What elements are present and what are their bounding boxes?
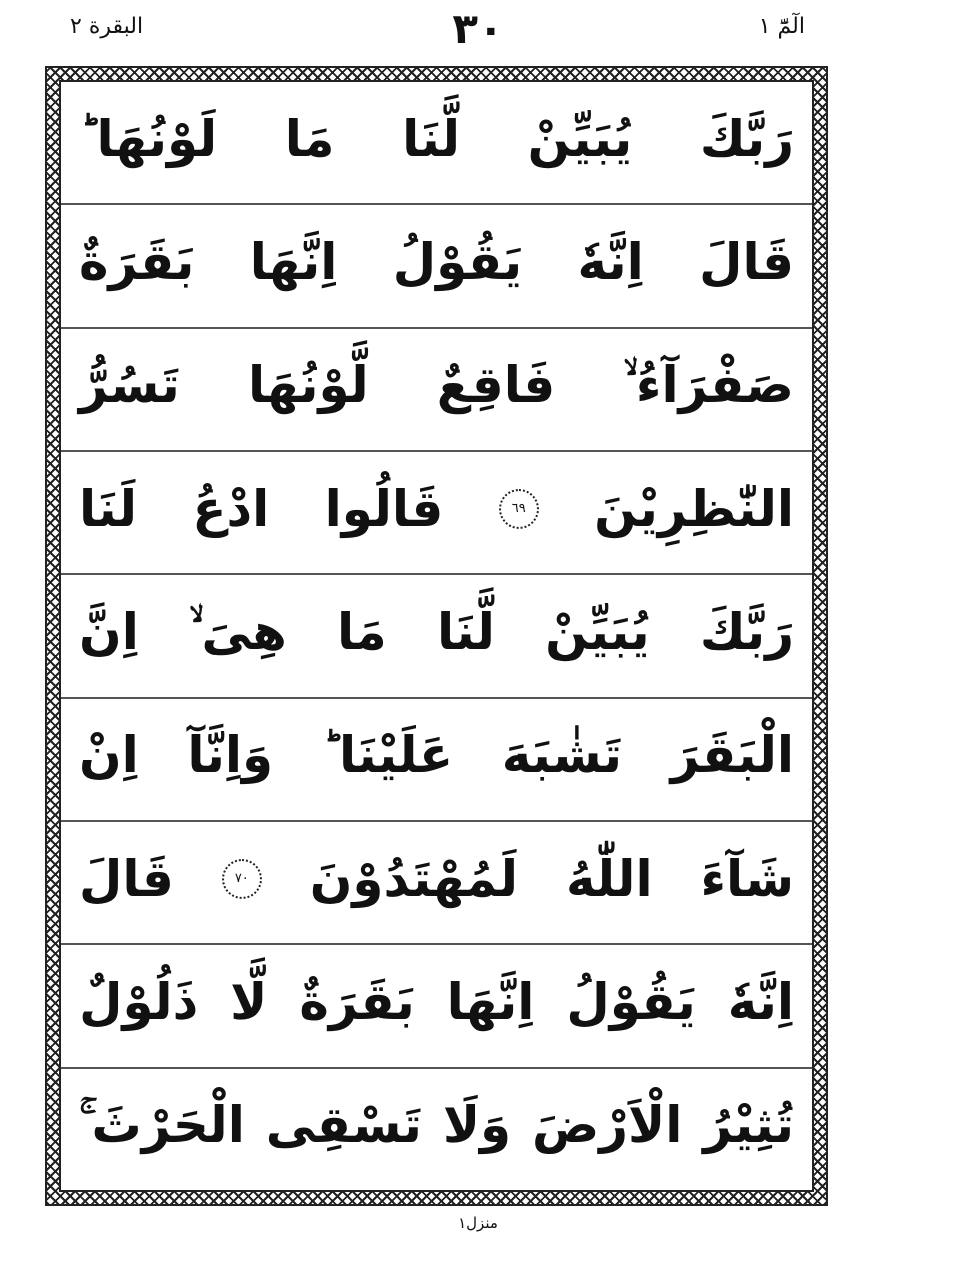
word: شَآءَ [700, 849, 794, 908]
text-line-2 [61, 205, 812, 328]
text-panel [59, 80, 814, 1192]
word: تَشٰبَهَ [501, 726, 623, 785]
text-line-3 [61, 329, 812, 452]
ayah-number-marker: ٦٩ [499, 489, 539, 529]
text-line-5 [61, 575, 812, 698]
word: يُبَيِّنْ [545, 602, 650, 661]
word: اِنْ [79, 726, 139, 785]
word: وَلَا [442, 1096, 512, 1155]
text-line-1 [61, 82, 812, 205]
word: الْبَقَرَ [670, 726, 794, 785]
word: قَالَ [79, 849, 174, 908]
word: النّٰظِرِيْنَ [594, 479, 794, 538]
word: وَاِنَّآ [187, 726, 274, 785]
word: لَّوْنُهَا [247, 356, 369, 415]
word: مَا [337, 602, 387, 661]
text-line-7 [61, 822, 812, 945]
word: لَّنَا [402, 109, 461, 168]
word: الْاَرْضَ [532, 1096, 683, 1155]
word: تَسْقِى [265, 1096, 422, 1155]
word: هِىَ ۙ [189, 602, 287, 661]
word: تُثِيْرُ [703, 1096, 794, 1155]
word: يَقُوْلُ [566, 972, 696, 1031]
text-line-6 [61, 699, 812, 822]
word: فَاقِعٌ [436, 356, 556, 415]
ornamental-border [45, 66, 828, 1206]
word: لَوْنُهَا ؕ [79, 109, 218, 168]
word: ادْعُ [192, 479, 270, 538]
word: قَالُوا [324, 479, 444, 538]
word: اِنَّهَا [249, 232, 338, 291]
word: لَنَا [79, 479, 137, 538]
word: اِنَّ [79, 602, 139, 661]
juz-label: الٓمّٓ ١ [758, 14, 805, 39]
word: اِنَّهَا [446, 972, 535, 1031]
word: لَمُهْتَدُوْنَ [309, 849, 519, 908]
word: اللّٰهُ [565, 849, 653, 908]
word: رَبَّكَ [699, 109, 794, 168]
word: الْحَرْثَ ۚ [79, 1096, 245, 1155]
word: لَّا [230, 972, 268, 1031]
word: لَّنَا [436, 602, 495, 661]
word: ذَلُوْلٌ [79, 972, 199, 1031]
word: تَسُرُّ [79, 356, 180, 415]
surah-label: البقرة ٢ [70, 14, 144, 39]
text-line-8 [61, 945, 812, 1068]
word: اِنَّهٗ [577, 232, 644, 291]
text-line-9 [61, 1069, 812, 1190]
word: اِنَّهٗ [727, 972, 794, 1031]
word: يُبَيِّنْ [527, 109, 633, 168]
page-number: ٣٠ [452, 4, 504, 53]
word: يَقُوْلُ [392, 232, 523, 291]
word: بَقَرَةٌ [79, 232, 195, 291]
word: عَلَيْنَا ؕ [321, 726, 454, 785]
word: قَالَ [699, 232, 794, 291]
ayah-number-marker: ٧٠ [222, 859, 262, 899]
word: مَا [284, 109, 335, 168]
word: بَقَرَةٌ [299, 972, 415, 1031]
word: رَبَّكَ [699, 602, 794, 661]
manzil-footer: منزل١ [458, 1214, 498, 1232]
text-line-4 [61, 452, 812, 575]
word: صَفْرَآءُ ۙ [623, 356, 794, 415]
